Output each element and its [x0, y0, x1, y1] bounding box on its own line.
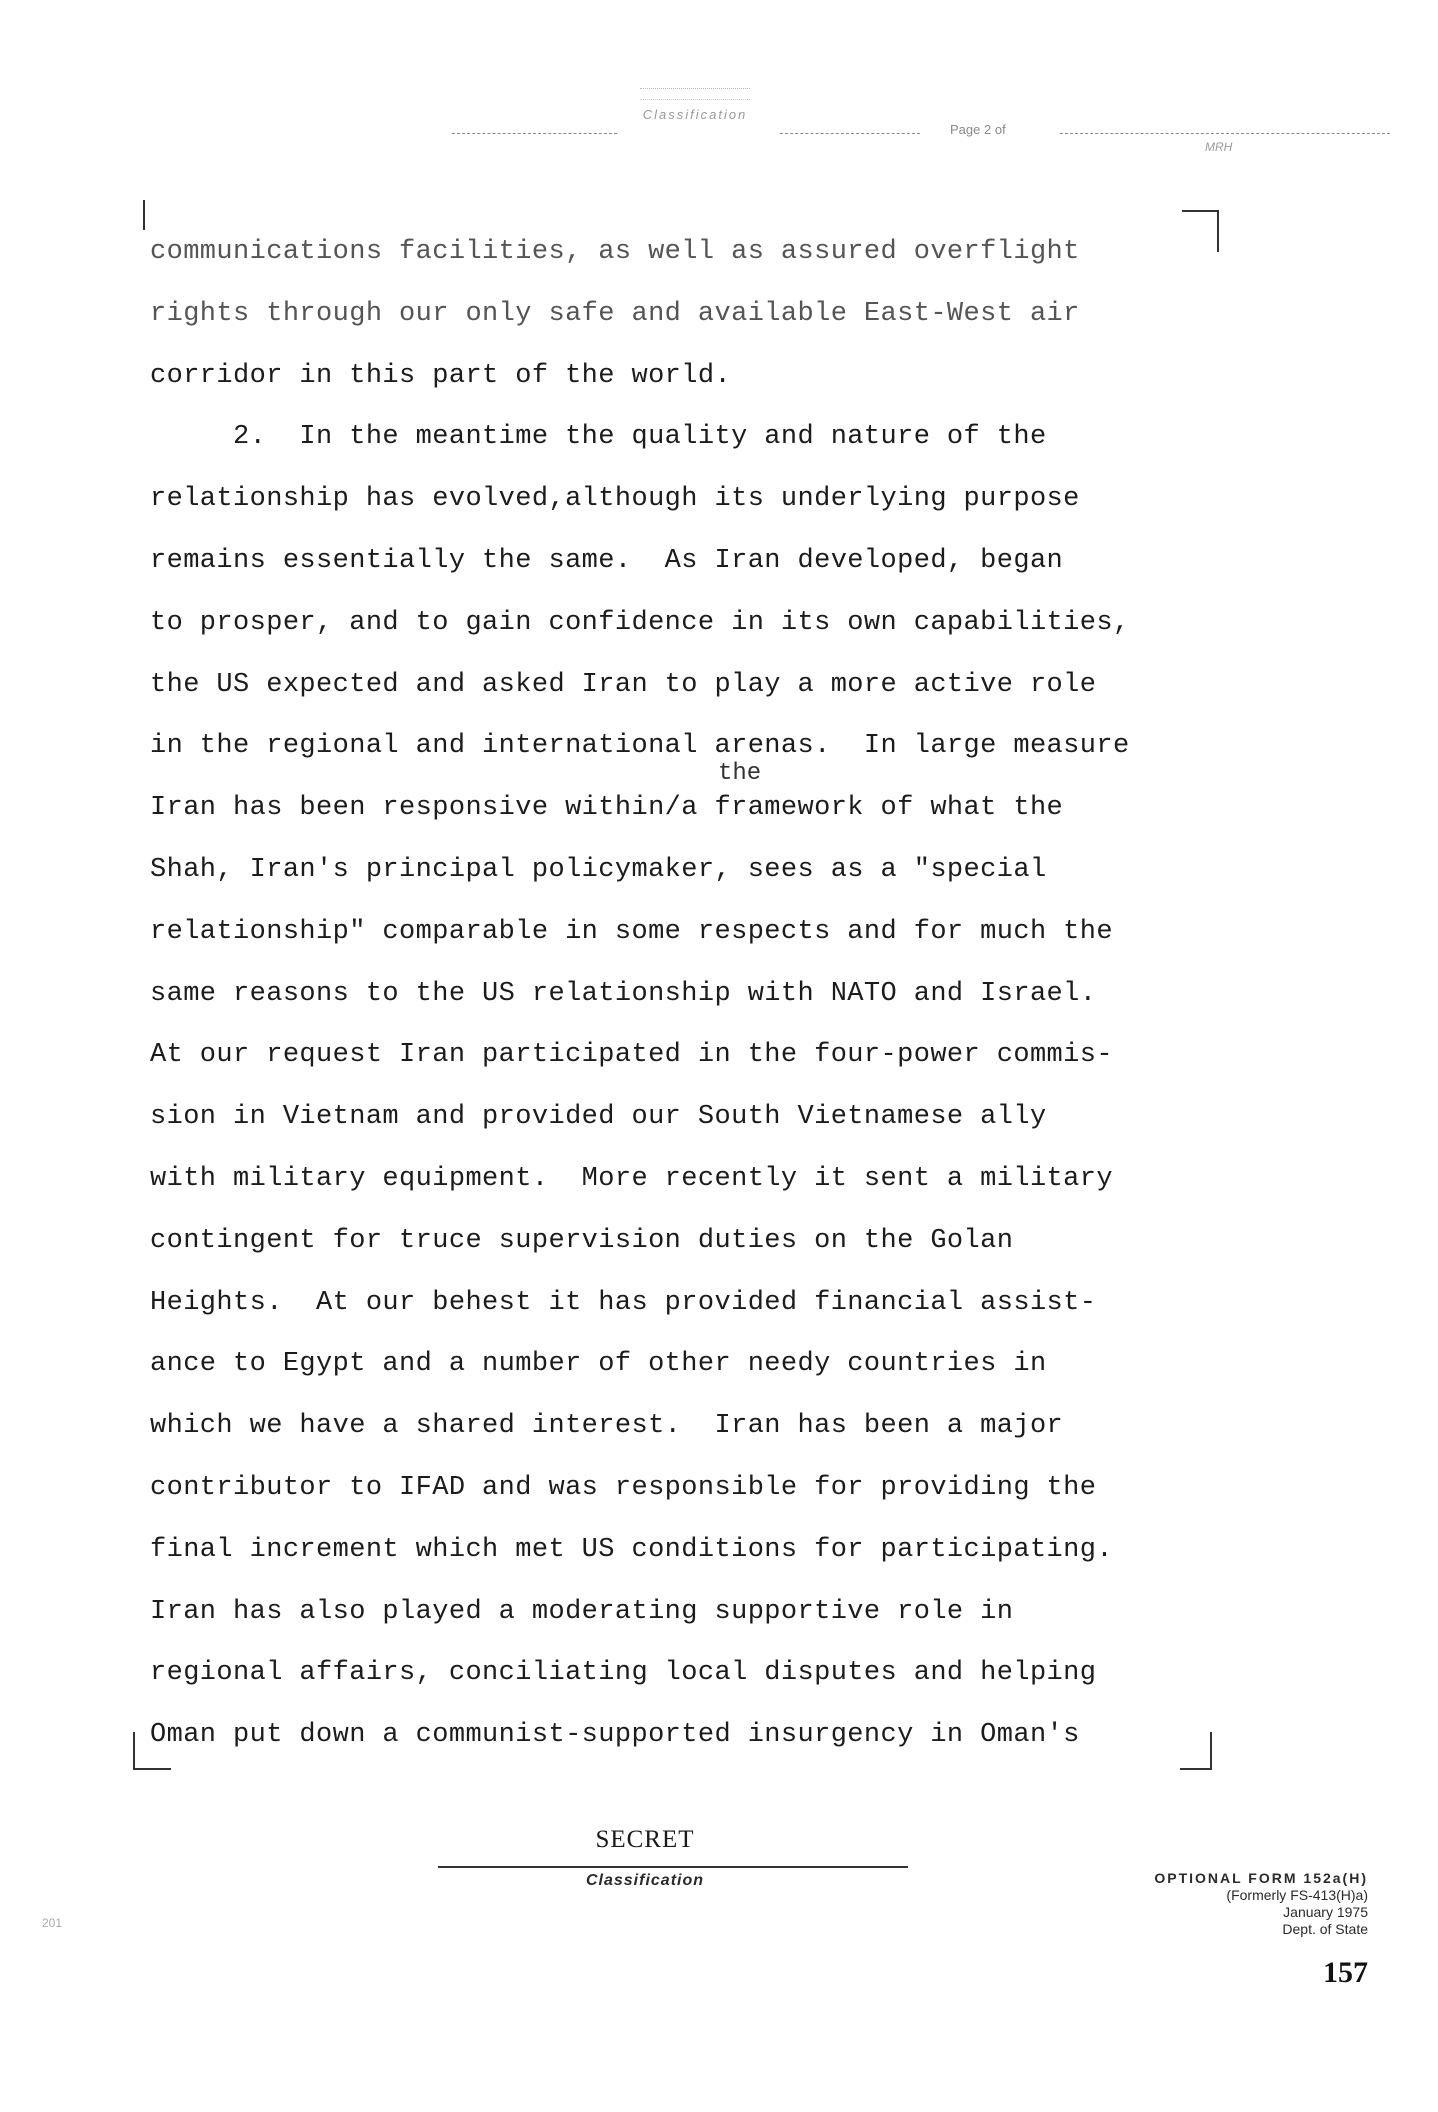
- body-line: final increment which met US conditions for participating.: [150, 1534, 1113, 1565]
- page-number: 157: [1323, 1956, 1368, 1989]
- header-initials: MRH: [1205, 140, 1233, 154]
- footer-left-mark: 201: [42, 1916, 63, 1930]
- form-formerly: (Formerly FS-413(H)a): [1226, 1887, 1368, 1903]
- form-department: Dept. of State: [1282, 1921, 1368, 1937]
- body-line: relationship has evolved,although its underlying purpose: [150, 484, 1080, 515]
- header-page-value: 2: [984, 122, 992, 137]
- header-of-label: of: [994, 122, 1006, 137]
- body-line: same reasons to the US relationship with NATO and Israel.: [150, 978, 1097, 1009]
- body-line: ance to Egypt and a number of other needy countries in: [150, 1349, 1047, 1380]
- body-line: in the regional and international arenas. In large measure: [150, 731, 1130, 762]
- footer-rule: [438, 1866, 908, 1868]
- body-line: contingent for truce supervision duties on the Golan: [150, 1225, 1014, 1256]
- body-line: the US expected and asked Iran to play a more active role: [150, 669, 1097, 700]
- body-text: [150, 222, 1280, 1767]
- body-line: At our request Iran participated in the four-power commis-: [150, 1040, 1113, 1071]
- footer-classification-label: Classification: [585, 1872, 705, 1889]
- body-line: regional affairs, conciliating local disputes and helping: [150, 1658, 1097, 1689]
- header-rule-right: [1060, 133, 1390, 134]
- header-page-indicator: [950, 122, 1006, 137]
- body-line: to prosper, and to gain confidence in its own capabilities,: [150, 607, 1130, 638]
- body-line: Iran has been responsive within/a framework of what the: [150, 793, 1064, 824]
- inserted-word: the: [718, 760, 762, 787]
- body-line: with military equipment. More recently it sent a military: [150, 1163, 1113, 1194]
- form-date: January 1975: [1283, 1904, 1368, 1920]
- body-line: contributor to IFAD and was responsible for providing the: [150, 1472, 1097, 1503]
- body-line: sion in Vietnam and provided our South Vietnamese ally: [150, 1102, 1047, 1133]
- body-line: relationship" comparable in some respects and for much the: [150, 916, 1113, 947]
- body-line: 2. In the meantime the quality and nature of the: [150, 422, 1047, 453]
- body-line: communications facilities, as well as assured overflight: [150, 237, 1080, 267]
- header-rule-left: [452, 133, 617, 134]
- footer-classification: SECRET: [595, 1826, 695, 1853]
- body-line: rights through our only safe and available East-West air: [150, 298, 1080, 329]
- body-line: remains essentially the same. As Iran developed, began: [150, 545, 1064, 576]
- header-classification-label: Classification: [642, 107, 748, 122]
- body-line: Shah, Iran's principal policymaker, sees as a "special: [150, 854, 1047, 885]
- body-line: Heights. At our behest it has provided financial assist-: [150, 1287, 1097, 1318]
- header-page-label: Page: [950, 122, 981, 137]
- header-faint-stamp: [640, 88, 750, 100]
- form-number: OPTIONAL FORM 152a(H): [1154, 1870, 1368, 1886]
- body-line: Oman put down a communist-supported insurgency in Oman's: [150, 1720, 1080, 1751]
- footer-form-info: [1154, 1870, 1368, 1938]
- body-line: which we have a shared interest. Iran has been a major: [150, 1411, 1064, 1442]
- body-line: corridor in this part of the world.: [150, 360, 732, 391]
- body-line: Iran has also played a moderating supportive role in: [150, 1596, 1014, 1627]
- header-rule-mid: [780, 133, 920, 134]
